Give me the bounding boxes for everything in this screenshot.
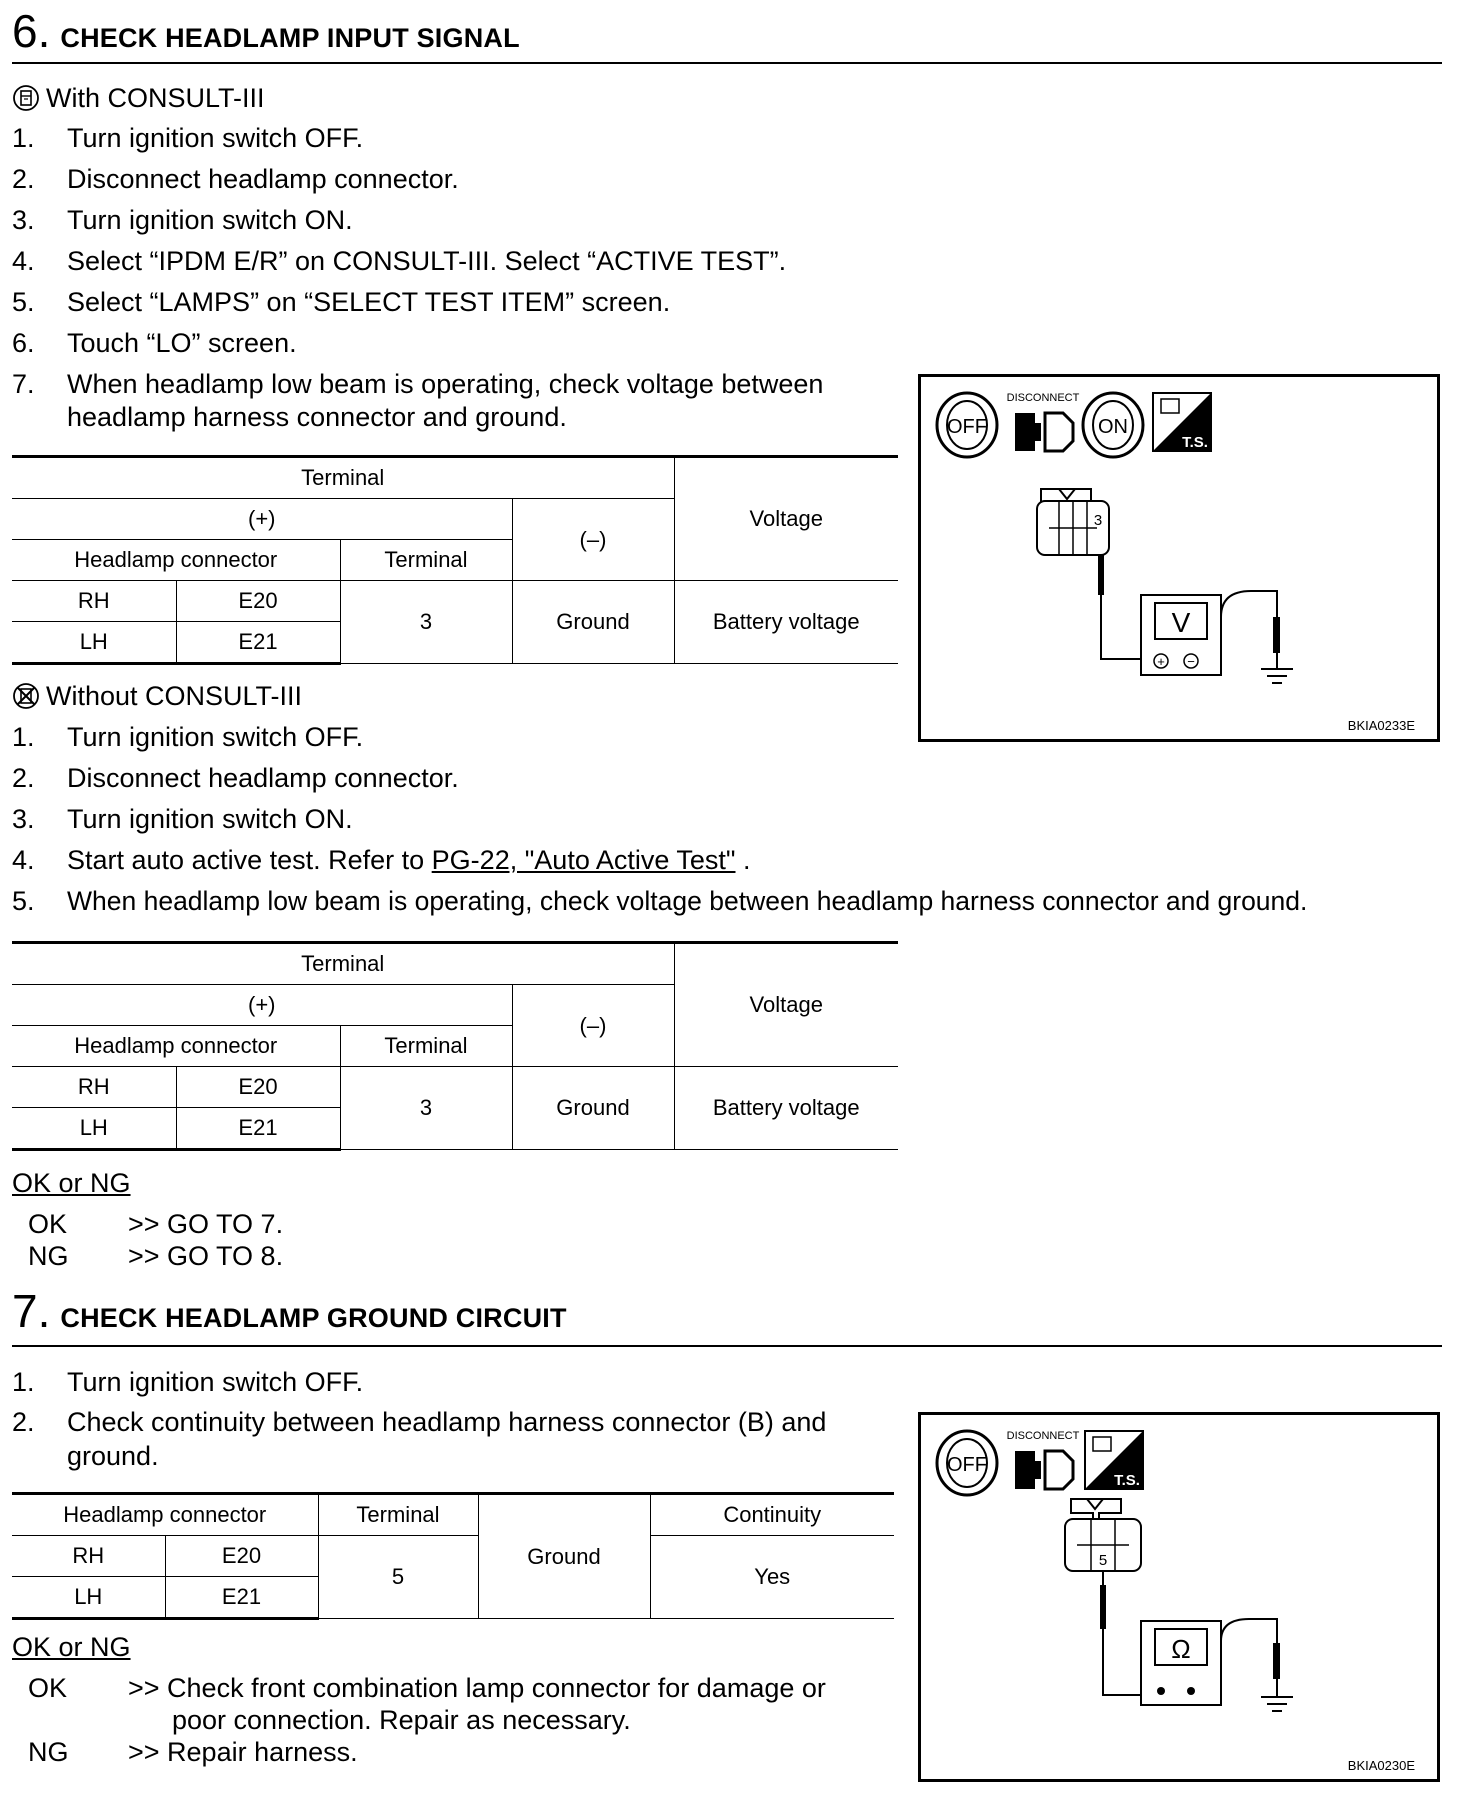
table-cell: Yes [650, 1536, 894, 1619]
table-header-connector: Headlamp connector [12, 1026, 340, 1067]
connector-icon [1065, 1499, 1141, 1571]
table-header-minus: (–) [512, 499, 674, 581]
result-ok-value: >> Check front combination lamp connector for damage or [128, 1673, 826, 1703]
table-cell: 5 [318, 1536, 478, 1619]
step-number: 2. [12, 1407, 35, 1437]
table-cell: LH [12, 1108, 176, 1150]
table-header-connector: Headlamp connector [12, 540, 340, 581]
table-header-connector: Headlamp connector [12, 1494, 318, 1536]
step6-heading [12, 5, 520, 57]
table-cell: LH [12, 622, 176, 664]
step-text: Turn ignition switch OFF. [67, 722, 364, 752]
table-cell: Battery voltage [674, 581, 898, 664]
tester-icon [1085, 1431, 1143, 1489]
figure-code: BKIA0230E [1347, 1758, 1415, 1773]
table-cell: RH [12, 1067, 176, 1108]
step-text-with-link [67, 844, 751, 876]
step6-title: CHECK HEADLAMP INPUT SIGNAL [60, 23, 520, 53]
step-text: ground. [67, 1441, 159, 1471]
continuity-table [12, 1492, 894, 1620]
with-consult-label [12, 82, 265, 114]
table-header-plus: (+) [12, 985, 512, 1026]
table-cell: E21 [165, 1577, 318, 1619]
table-cell: Battery voltage [674, 1067, 898, 1150]
table-header-terminal: Terminal [12, 457, 674, 499]
result-ok-value: >> GO TO 7. [128, 1209, 284, 1239]
ignition-on-icon [1083, 393, 1143, 457]
step-number: 5. [12, 287, 35, 317]
step-number: 5. [12, 886, 35, 916]
without-consult-label [12, 680, 302, 712]
svg-text:−: − [1187, 654, 1195, 669]
voltage-check-figure [918, 374, 1440, 742]
table-cell: 3 [340, 1067, 512, 1150]
table-row [12, 581, 898, 622]
step-text: When headlamp low beam is operating, check voltage between [67, 369, 824, 399]
table-header-voltage: Voltage [674, 943, 898, 1067]
step-text: Disconnect headlamp connector. [67, 164, 459, 194]
result-heading: OK or NG [12, 1168, 131, 1198]
result-heading: OK or NG [12, 1632, 131, 1662]
ts-label: T.S. [1182, 434, 1208, 451]
step7-rule [12, 1345, 1442, 1347]
step-text: Turn ignition switch OFF. [67, 123, 364, 153]
table-header-terminal: Terminal [318, 1494, 478, 1536]
off-label: OFF [947, 1454, 987, 1476]
ts-label: T.S. [1114, 1472, 1140, 1489]
result-ng-value: >> Repair harness. [128, 1737, 358, 1767]
table-cell: E20 [165, 1536, 318, 1577]
reference-link[interactable]: PG-22, "Auto Active Test" [431, 845, 736, 875]
step-text: When headlamp low beam is operating, check voltage between headlamp harness connector and ground. [67, 886, 1308, 916]
step-number: 3. [12, 205, 35, 235]
table-header-continuity: Continuity [650, 1494, 894, 1536]
meter-label: V [1171, 607, 1191, 638]
step-number: 6. [12, 328, 35, 358]
step-number: 1. [12, 1367, 35, 1397]
table-cell: E20 [176, 581, 340, 622]
step-number: 2. [12, 164, 35, 194]
step-text: Select “LAMPS” on “SELECT TEST ITEM” screen. [67, 287, 671, 317]
result-ok-key: OK [28, 1209, 68, 1239]
step7-number: 7. [12, 1285, 51, 1337]
off-label: OFF [947, 416, 987, 438]
result-ng-key: NG [28, 1241, 69, 1271]
result-ng-value: >> GO TO 8. [128, 1241, 284, 1271]
step-text: Start auto active test. Refer to [67, 845, 432, 875]
step6-rule [12, 62, 1442, 64]
figure-code: BKIA0233E [1347, 718, 1415, 733]
pin-label: 3 [1093, 512, 1103, 529]
without-consult-text: Without CONSULT-III [46, 681, 303, 711]
table-row [12, 1067, 898, 1108]
step-number: 2. [12, 763, 35, 793]
step-text: . [735, 845, 751, 875]
result-ng-key: NG [28, 1737, 69, 1767]
ohmmeter-icon [1141, 1621, 1221, 1705]
disconnect-label: DISCONNECT [1006, 1430, 1080, 1442]
step-text: Turn ignition switch OFF. [67, 1367, 364, 1397]
table-header-terminal-col: Terminal [340, 1026, 512, 1067]
step7-heading [12, 1285, 567, 1337]
step-number: 1. [12, 123, 35, 153]
step-text: Disconnect headlamp connector. [67, 763, 459, 793]
step-text: Turn ignition switch ON. [67, 804, 353, 834]
step-number: 4. [12, 845, 35, 875]
step-text: headlamp harness connector and ground. [67, 402, 567, 432]
meter-label: Ω [1171, 1634, 1191, 1664]
table-cell: Ground [512, 581, 674, 664]
step-text: Touch “LO” screen. [67, 328, 297, 358]
result-ok-value: poor connection. Repair as necessary. [172, 1705, 631, 1735]
table-cell: RH [12, 581, 176, 622]
step-number: 3. [12, 804, 35, 834]
step-number: 4. [12, 246, 35, 276]
step-text: Check continuity between headlamp harness connector (B) and [67, 1407, 827, 1437]
ignition-off-icon [937, 1431, 997, 1495]
voltage-table-consult [12, 455, 898, 665]
table-cell: Ground [478, 1494, 650, 1619]
table-cell: E21 [176, 1108, 340, 1150]
result-ok-key: OK [28, 1673, 68, 1703]
table-cell: E21 [176, 622, 340, 664]
table-header-plus: (+) [12, 499, 512, 540]
with-consult-text: With CONSULT-III [46, 83, 265, 113]
tester-icon [1153, 393, 1211, 451]
step-text: Turn ignition switch ON. [67, 205, 353, 235]
table-cell: 3 [340, 581, 512, 664]
connector-icon [1037, 489, 1109, 555]
disconnect-icon [1007, 392, 1080, 451]
step-text: Select “IPDM E/R” on CONSULT-III. Select “ACTIVE TEST”. [67, 246, 787, 276]
table-header-terminal: Terminal [12, 943, 674, 985]
step-number: 7. [12, 369, 35, 399]
step7-title: CHECK HEADLAMP GROUND CIRCUIT [60, 1303, 567, 1333]
voltmeter-icon [1141, 595, 1221, 675]
table-cell: LH [12, 1577, 165, 1619]
voltage-table-no-consult [12, 941, 898, 1151]
table-header-minus: (–) [512, 985, 674, 1067]
table-header-terminal-col: Terminal [340, 540, 512, 581]
on-label: ON [1098, 416, 1128, 438]
disconnect-icon [1007, 1430, 1080, 1489]
table-cell: Ground [512, 1067, 674, 1150]
ignition-off-icon [937, 393, 997, 457]
continuity-check-figure [918, 1412, 1440, 1782]
with-consult-icon [12, 84, 40, 112]
step-number: 1. [12, 722, 35, 752]
pin-label: 5 [1098, 1552, 1108, 1569]
without-consult-icon [12, 682, 40, 710]
svg-text:+: + [1157, 654, 1165, 669]
disconnect-label: DISCONNECT [1006, 392, 1080, 404]
table-cell: E20 [176, 1067, 340, 1108]
step6-number: 6. [12, 5, 51, 57]
table-row [12, 1536, 894, 1577]
table-header-voltage: Voltage [674, 457, 898, 581]
table-cell: RH [12, 1536, 165, 1577]
